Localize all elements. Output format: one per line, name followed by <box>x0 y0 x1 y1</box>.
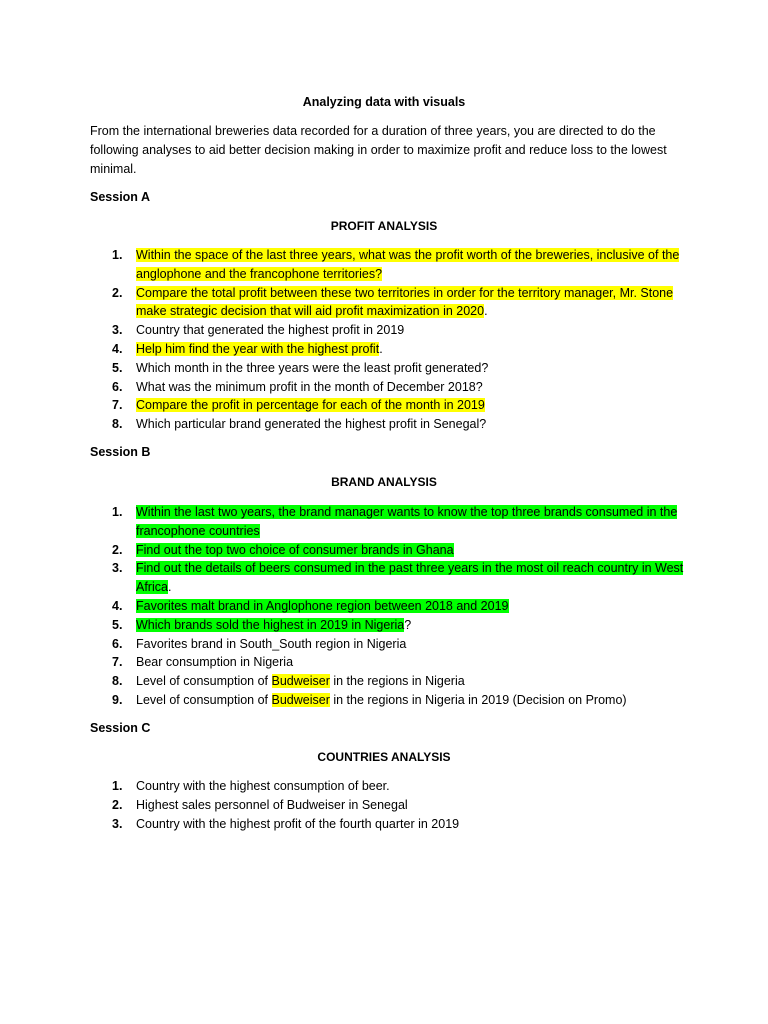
document-title: Analyzing data with visuals <box>302 95 466 109</box>
brand-analysis-heading: BRAND ANALYSIS <box>331 475 437 489</box>
question-number: 3. <box>112 323 123 338</box>
question-text-suffix: in the regions in Nigeria in 2019 (Decision on Promo) <box>329 692 627 707</box>
question-number: 1. <box>112 505 123 519</box>
countries-question-list <box>90 777 690 833</box>
highlighted-question-text: Favorites malt brand in Anglophone region between 2018 and 2019 <box>136 598 509 613</box>
question-item <box>90 246 690 284</box>
question-item <box>90 597 690 616</box>
question-item <box>90 635 690 654</box>
profit-question-list <box>90 246 690 434</box>
question-item <box>90 503 690 541</box>
question-text-suffix: . <box>379 341 383 356</box>
question-item <box>90 321 690 340</box>
question-number: 7. <box>112 398 123 413</box>
session-c-label: Session C <box>90 721 151 735</box>
highlighted-question-text: Find out the details of beers consumed in the past three years in the most oil reach country in West Africa <box>136 561 684 595</box>
question-number: 2. <box>112 797 123 812</box>
question-number: 6. <box>112 636 123 651</box>
question-item <box>90 777 690 796</box>
question-item <box>90 796 690 815</box>
countries-analysis-heading: COUNTRIES ANALYSIS <box>317 750 451 764</box>
highlighted-brand-name: Budweiser <box>271 674 330 689</box>
highlighted-question-text: Within the space of the last three years, what was the profit worth of the breweries, inclusive of the anglophone and the francophone territories? <box>136 248 680 281</box>
brand-question-list <box>90 503 690 710</box>
question-number: 7. <box>112 655 123 670</box>
question-text: Level of consumption of <box>136 692 272 707</box>
session-a-label: Session A <box>90 190 150 204</box>
question-text: Favorites brand in South_South region in Nigeria <box>136 636 407 651</box>
question-text: Bear consumption in Nigeria <box>136 655 294 670</box>
highlighted-question-text: Which brands sold the highest in 2019 in Nigeria <box>136 617 405 632</box>
question-text: Highest sales personnel of Budweiser in Senegal <box>136 797 408 812</box>
question-number: 5. <box>112 360 123 375</box>
question-item <box>90 691 690 710</box>
question-text: Which month in the three years were the least profit generated? <box>136 360 489 375</box>
question-item <box>90 541 690 560</box>
intro-paragraph: From the international breweries data recorded for a duration of three years, you are directed to do the following analyses to aid better decision making in order to maximize profit and reduce loss to the lowest minimal. <box>90 124 667 176</box>
question-text: Country with the highest consumption of beer. <box>136 779 390 793</box>
question-number: 1. <box>112 248 123 262</box>
question-number: 4. <box>112 341 123 356</box>
highlighted-question-text: Within the last two years, the brand manager wants to know the top three brands consumed in the francophone countries <box>136 505 678 538</box>
question-text: Which particular brand generated the highest profit in Senegal? <box>136 417 487 432</box>
question-text-suffix: ? <box>404 617 412 632</box>
session-b-label: Session B <box>90 445 151 459</box>
question-text-suffix: . <box>484 304 488 319</box>
question-number: 4. <box>112 598 123 613</box>
question-text-suffix: . <box>167 580 172 595</box>
question-text: Country that generated the highest profit in 2019 <box>136 323 405 338</box>
profit-analysis-heading: PROFIT ANALYSIS <box>330 219 438 233</box>
question-item <box>90 396 690 415</box>
question-number: 8. <box>112 674 123 689</box>
question-number: 8. <box>112 417 123 432</box>
question-item <box>90 415 690 434</box>
question-number: 3. <box>112 816 123 831</box>
question-item <box>90 378 690 397</box>
question-text-suffix: in the regions in Nigeria <box>329 674 465 689</box>
question-item <box>90 559 690 597</box>
question-item <box>90 340 690 359</box>
highlighted-brand-name: Budweiser <box>271 692 330 707</box>
question-number: 1. <box>112 779 123 793</box>
question-text: What was the minimum profit in the month of December 2018? <box>136 379 483 394</box>
highlighted-question-text: Compare the total profit between these two territories in order for the territory manager, Mr. Stone make strategic decision that will aid profit maximization in 2020 <box>136 285 674 319</box>
question-number: 5. <box>112 617 123 632</box>
question-number: 3. <box>112 561 123 576</box>
question-number: 6. <box>112 379 123 394</box>
question-number: 9. <box>112 692 123 707</box>
question-number: 2. <box>112 542 123 557</box>
question-item <box>90 653 690 672</box>
question-item <box>90 359 690 378</box>
highlighted-question-text: Help him find the year with the highest profit <box>136 341 380 356</box>
question-item <box>90 284 690 322</box>
question-item <box>90 815 690 834</box>
question-number: 2. <box>112 285 123 300</box>
question-item <box>90 616 690 635</box>
highlighted-question-text: Compare the profit in percentage for each of the month in 2019 <box>136 398 485 413</box>
highlighted-question-text: Find out the top two choice of consumer brands in Ghana <box>136 542 454 557</box>
question-item <box>90 672 690 691</box>
question-text: Country with the highest profit of the fourth quarter in 2019 <box>136 816 460 831</box>
question-text: Level of consumption of <box>136 674 272 689</box>
